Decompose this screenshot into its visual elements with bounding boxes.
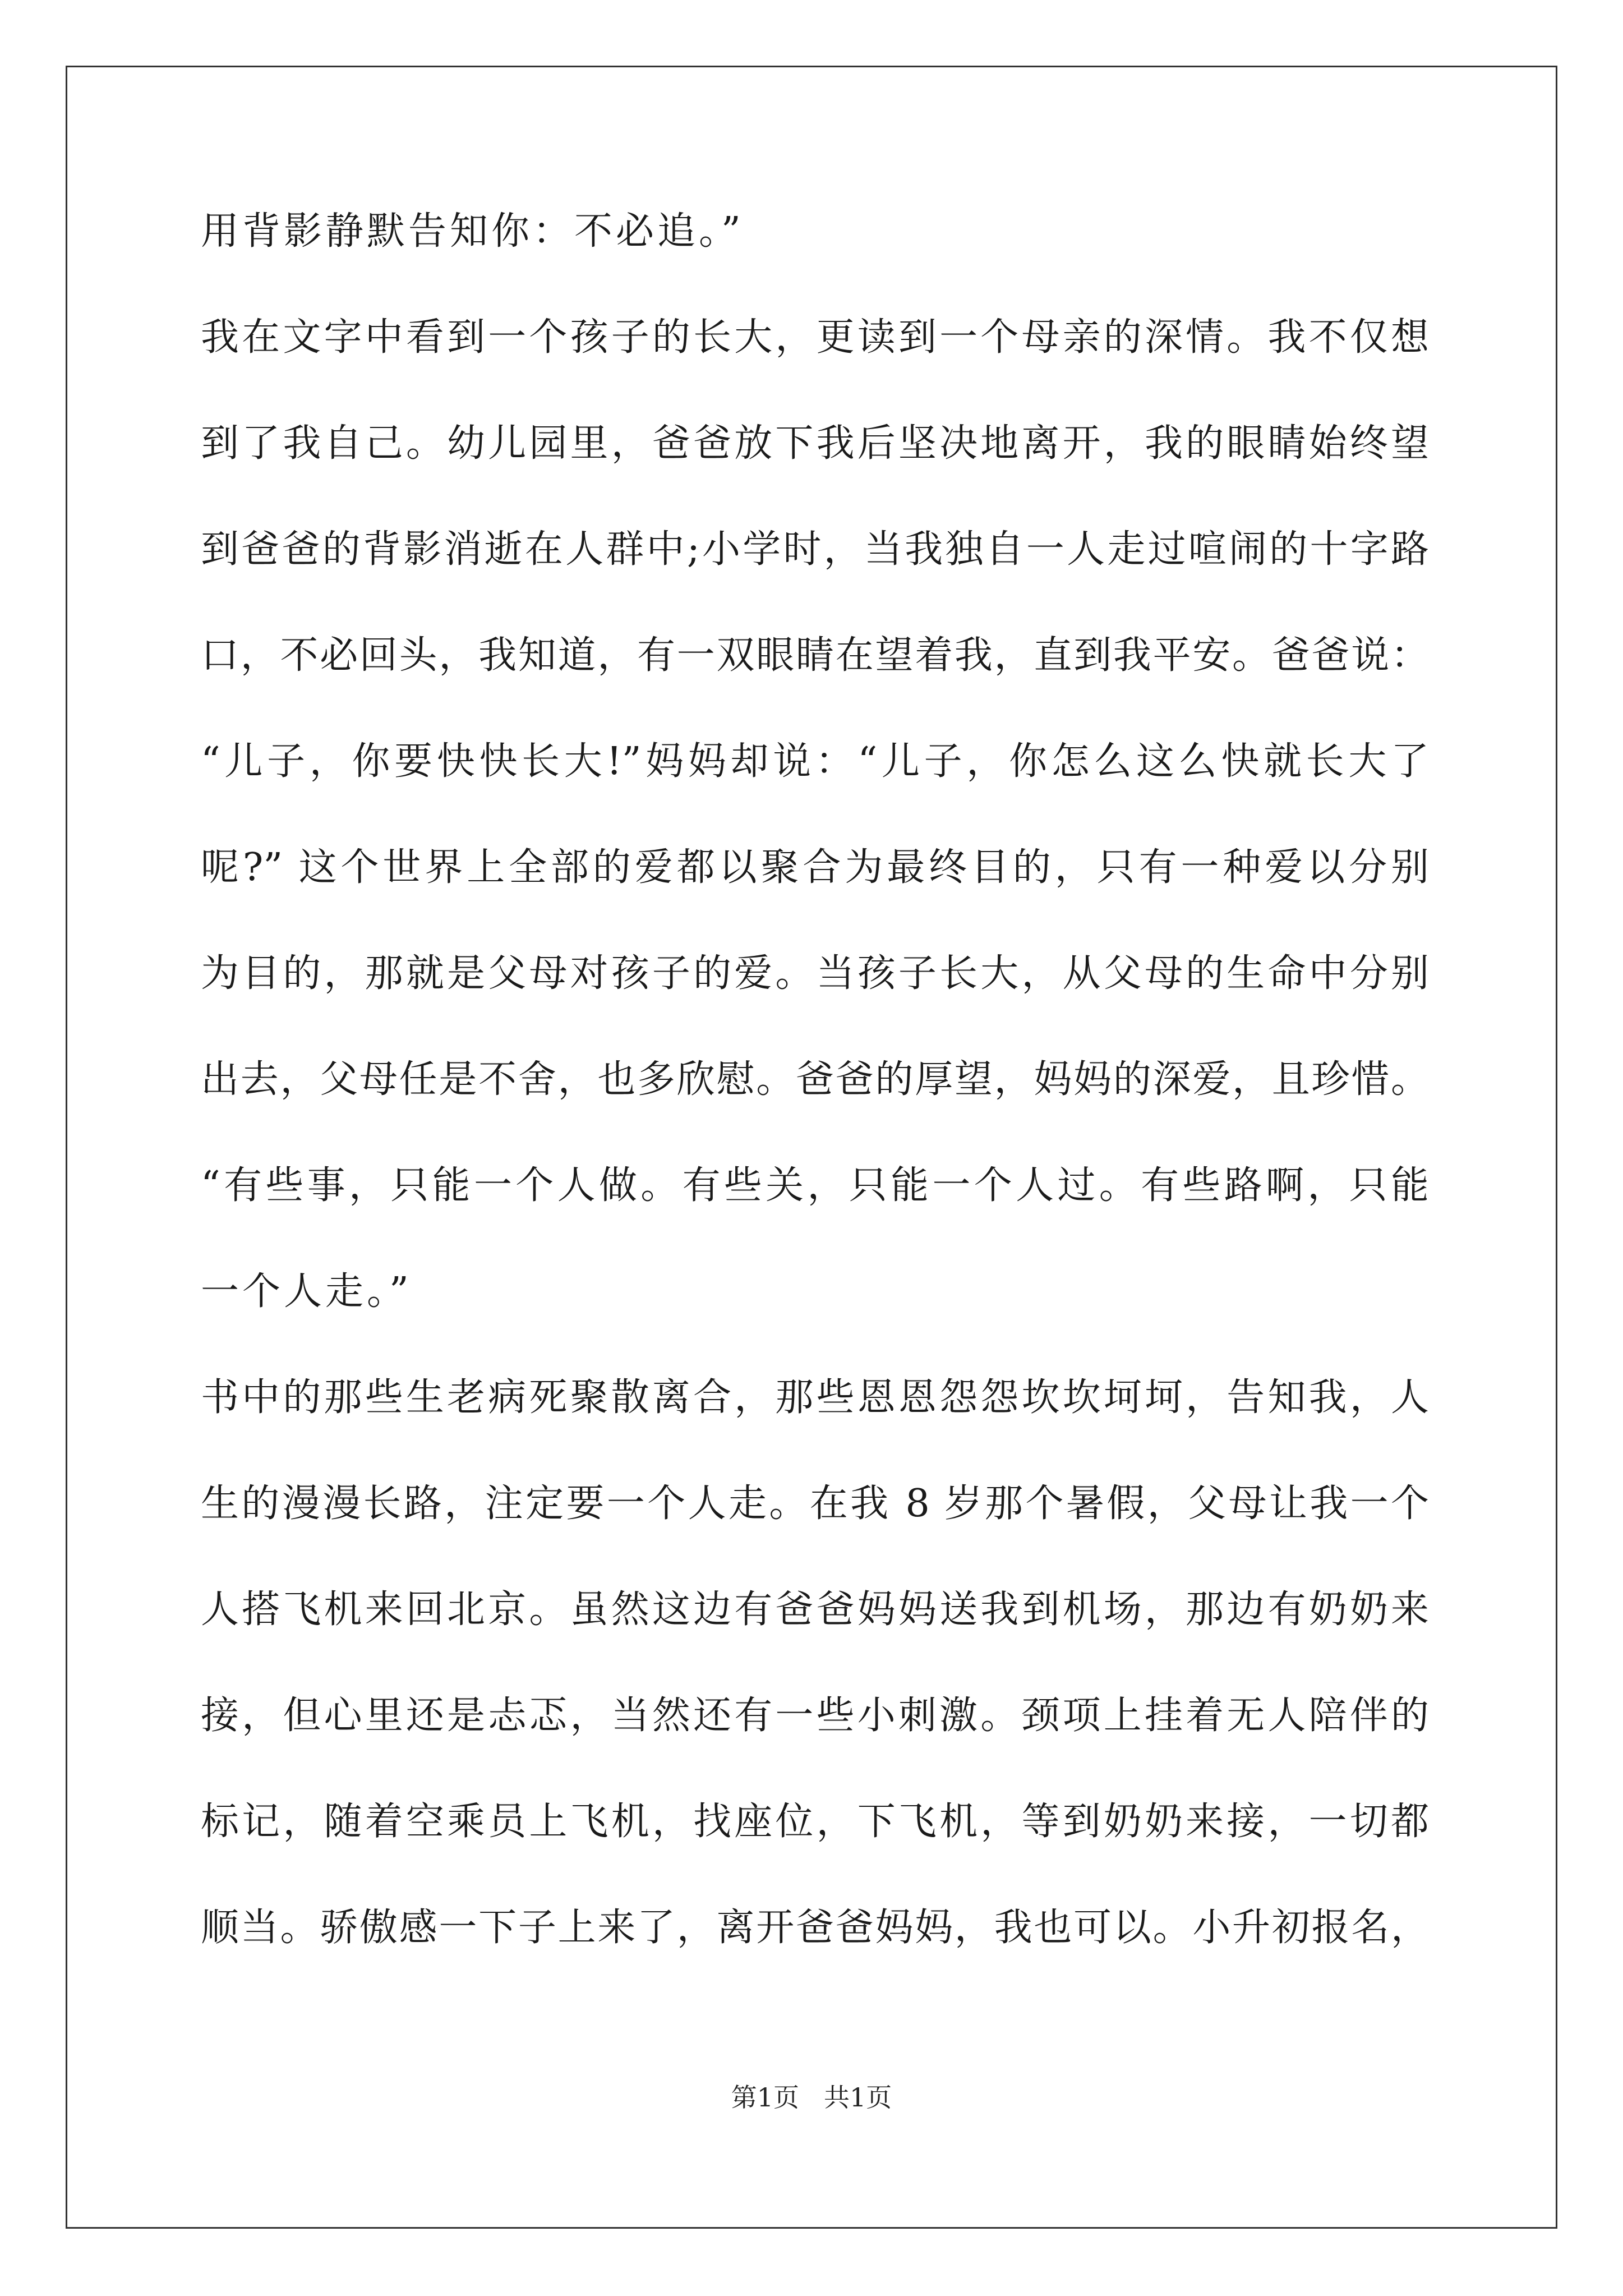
- text-line: “儿子，你要快快长大!”妈妈却说：“儿子，你怎么这么快就长大了: [201, 739, 1429, 784]
- text-line: 用背影静默告知你：不必追。”: [201, 209, 744, 254]
- text-line: 接，但心里还是忐忑，当然还有一些小刺激。颈项上挂着无人陪伴的: [201, 1694, 1429, 1738]
- footer-spacer: [799, 2082, 824, 2113]
- text-line: 一个人走。”: [201, 1269, 412, 1314]
- text-line: 人搭飞机来回北京。虽然这边有爸爸妈妈送我到机场，那边有奶奶来: [201, 1588, 1429, 1632]
- text-line: 顺当。骄傲感一下子上来了，离开爸爸妈妈，我也可以。小升初报名，: [201, 1906, 1429, 1950]
- text-line: “有些事，只能一个人做。有些关，只能一个人过。有些路啊，只能: [201, 1163, 1429, 1208]
- text-line: 出去，父母任是不舍，也多欣慰。爸爸的厚望，妈妈的深爱，且珍惜。: [201, 1057, 1429, 1102]
- page-footer: [0, 2082, 1623, 2113]
- text-line: 为目的，那就是父母对孩子的爱。当孩子长大，从父母的生命中分别: [201, 951, 1429, 996]
- text-line: 到了我自己。幼儿园里，爸爸放下我后坚决地离开，我的眼睛始终望: [201, 421, 1429, 466]
- text-line: 呢?” 这个世界上全部的爱都以聚合为最终目的，只有一种爱以分别: [201, 845, 1429, 890]
- text-line: 生的漫漫长路，注定要一个人走。在我 8 岁那个暑假，父母让我一个: [201, 1481, 1429, 1526]
- text-line: 标记，随着空乘员上飞机，找座位，下飞机，等到奶奶来接，一切都: [201, 1800, 1429, 1844]
- page-total: 共1页: [823, 2082, 892, 2113]
- text-line: 我在文字中看到一个孩子的长大，更读到一个母亲的深情。我不仅想: [201, 315, 1429, 360]
- document-body: [201, 210, 1429, 2013]
- text-line: 书中的那些生老病死聚散离合，那些恩恩怨怨坎坎坷坷，告知我，人: [201, 1375, 1429, 1420]
- page-number: 第1页: [731, 2082, 800, 2113]
- text-line: 口，不必回头，我知道，有一双眼睛在望着我，直到我平安。爸爸说：: [201, 633, 1429, 678]
- text-line: 到爸爸的背影消逝在人群中;小学时，当我独自一人走过喧闹的十字路: [201, 527, 1429, 572]
